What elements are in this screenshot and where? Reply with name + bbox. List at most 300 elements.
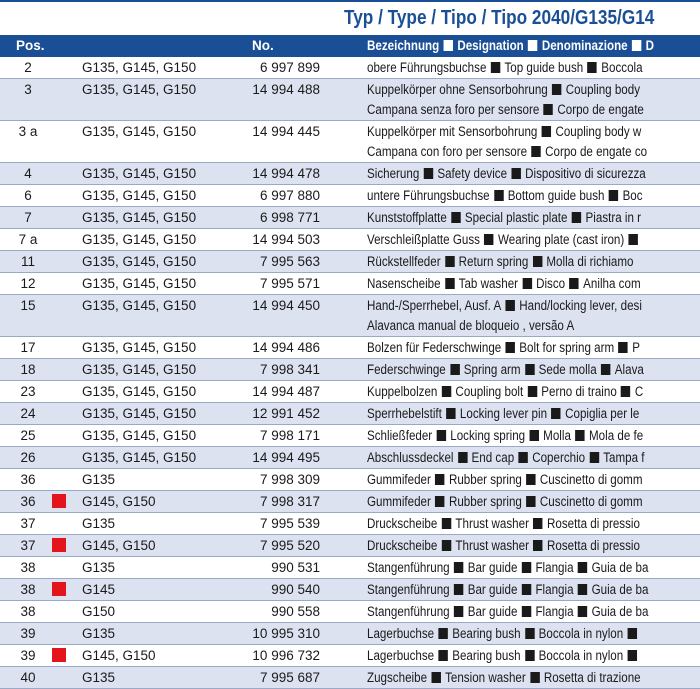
description-line [367,646,641,666]
description-term: Boccola [601,60,643,75]
pos-cell: 4 [24,166,32,181]
separator-square-icon [542,126,551,137]
separator-square-icon [438,628,447,639]
separator-square-icon [609,190,618,201]
models-cell: G135, G145, G150 [82,384,197,399]
header-pos: Pos. [16,38,45,53]
separator-square-icon [628,628,637,639]
description-line [367,580,648,600]
pos-cell: 7 a [18,232,38,247]
part-number-cell: 7 995 563 [259,254,320,269]
pos-cell: 2 [24,60,32,75]
separator-square-icon [572,212,581,223]
models-cell: G135, G145, G150 [82,276,197,291]
table-row [0,229,700,251]
description-term: Coupling bolt [455,384,524,399]
separator-square-icon [528,386,537,397]
header-no: No. [252,38,274,53]
description-cell [367,426,643,446]
table-row [0,645,700,667]
table-row [0,295,700,337]
description-term: Rosetta di pressio [547,538,640,553]
description-term: Locking lever pin [459,406,548,421]
red-flag-marker [52,538,66,552]
description-term: Stangenführung [367,582,450,597]
description-term: Tampa f [603,450,645,465]
models-cell: G135, G145, G150 [82,362,197,377]
description-cell [367,186,643,206]
description-term: Perno di traino [541,384,617,399]
separator-square-icon [431,672,440,683]
description-line [367,274,641,294]
part-number-cell: 6 997 899 [259,60,320,75]
description-line [367,448,645,468]
description-cell [367,338,640,358]
separator-square-icon [518,452,527,463]
table-row [0,469,700,491]
separator-square-icon [445,278,454,289]
pos-cell: 6 [24,188,32,203]
description-term: Tension washer [445,670,526,685]
separator-square-icon [621,386,630,397]
separator-square-icon [491,62,500,73]
parts-table [0,57,700,689]
description-term: Kuppelkörper mit Sensorbohrung [367,124,538,139]
separator-square-icon [618,342,627,353]
description-term: Coupling body w [555,124,642,139]
separator-square-icon [526,496,535,507]
description-cell [367,274,641,294]
part-number-cell: 7 998 317 [259,494,320,509]
part-number-cell: 6 997 880 [259,188,320,203]
part-number-cell: 14 994 445 [252,124,320,139]
pos-cell: 18 [20,362,36,377]
separator-square-icon [436,430,445,441]
description-term: Copiglia per le [565,406,640,421]
separator-square-icon [531,146,540,157]
separator-square-icon [525,650,534,661]
description-term: Hand-/Sperrhebel, Ausf. A [367,298,502,313]
separator-square-icon [522,606,531,617]
part-number-cell: 14 994 487 [252,384,320,399]
description-term: C [634,384,644,399]
table-row [0,425,700,447]
table-row [0,535,700,557]
table-row [0,601,700,623]
models-cell: G145, G150 [82,648,156,663]
models-cell: G135 [82,560,116,575]
description-cell [367,382,643,402]
description-line [367,668,641,688]
description-term: Disco [536,276,566,291]
pos-cell: 37 [20,538,36,553]
separator-square-icon [438,650,447,661]
separator-square-icon [528,40,537,51]
table-row [0,491,700,513]
description-term: End cap [471,450,515,465]
pos-cell: 38 [20,582,36,597]
description-term: Flangia [535,560,574,575]
pos-cell: 3 [24,82,32,97]
models-cell: G135, G145, G150 [82,166,197,181]
separator-square-icon [506,342,515,353]
description-term: Zugscheibe [367,670,428,685]
separator-square-icon [525,364,534,375]
description-term: Corpo de engate [557,102,644,117]
description-line [367,252,634,272]
separator-square-icon [506,300,515,311]
pos-cell: 23 [20,384,36,399]
description-term: Cuscinetto di gomm [539,494,643,509]
description-term: obere Führungsbuchse [367,60,487,75]
pos-cell: 39 [20,626,36,641]
separator-square-icon [526,474,535,485]
table-row [0,447,700,469]
part-number-cell: 14 994 495 [252,450,320,465]
table-row [0,79,700,121]
description-cell [367,58,643,78]
separator-square-icon [442,386,451,397]
description-line [367,208,641,228]
description-term: Bar guide [467,560,518,575]
description-line [367,316,642,336]
separator-square-icon [530,672,539,683]
table-row [0,557,700,579]
part-number-cell: 14 994 478 [252,166,320,181]
description-term: Stangenführung [367,604,450,619]
separator-square-icon [511,168,520,179]
description-term: Thrust washer [455,538,529,553]
separator-square-icon [569,278,578,289]
description-term: Druckscheibe [367,516,438,531]
table-row [0,273,700,295]
separator-square-icon [454,606,463,617]
description-term: Guia de ba [591,560,649,575]
separator-square-icon [451,212,460,223]
models-cell: G135, G145, G150 [82,210,197,225]
table-row [0,207,700,229]
description-line [367,58,643,78]
separator-square-icon [454,584,463,595]
description-cell [367,558,648,578]
separator-square-icon [632,40,641,51]
models-cell: G135 [82,516,116,531]
description-term: Campana con foro per sensore [367,144,528,159]
separator-square-icon [442,540,451,551]
separator-square-icon [454,562,463,573]
description-term: Sede molla [538,362,597,377]
description-term: Denominazione [541,38,628,53]
separator-square-icon [424,168,433,179]
description-term: Boc [622,188,643,203]
pos-cell: 38 [20,604,36,619]
description-line [367,624,641,644]
header-description [367,38,654,53]
description-term: Bolt for spring arm [519,340,615,355]
description-cell [367,492,643,512]
description-term: Kuppelkörper ohne Sensorbohrung [367,82,548,97]
description-term: Hand/locking lever, desi [519,298,642,313]
description-term: Anilha com [583,276,641,291]
separator-square-icon [552,84,561,95]
description-term: Cuscinetto di gomm [539,472,643,487]
description-line [367,80,644,100]
models-cell: G135 [82,626,116,641]
title-bar [0,0,700,35]
description-term: Thrust washer [455,516,529,531]
description-line [367,426,643,446]
separator-square-icon [522,562,531,573]
part-number-cell: 10 995 310 [252,626,320,641]
models-cell: G135, G145, G150 [82,82,197,97]
separator-square-icon [484,234,493,245]
description-term: Federschwinge [367,362,446,377]
description-term: Kuppelbolzen [367,384,438,399]
models-cell: G135, G145, G150 [82,450,197,465]
description-line [367,558,648,578]
description-term: Tab washer [458,276,519,291]
part-number-cell: 7 998 171 [259,428,320,443]
models-cell: G135 [82,472,116,487]
separator-square-icon [578,584,587,595]
part-number-cell: 14 994 503 [252,232,320,247]
pos-cell: 36 [20,472,36,487]
models-cell: G145, G150 [82,494,156,509]
description-term: Molla di richiamo [546,254,634,269]
description-term: Return spring [458,254,529,269]
description-cell [367,536,640,556]
models-cell: G135, G145, G150 [82,428,197,443]
part-number-cell: 7 995 539 [259,516,320,531]
part-number-cell: 990 558 [271,604,320,619]
red-flag-marker [52,648,66,662]
description-term: Corpo de engate co [545,144,648,159]
description-term: Druckscheibe [367,538,438,553]
description-line [367,338,640,358]
description-term: P [632,340,640,355]
description-term: Stangenführung [367,560,450,575]
part-number-cell: 14 994 486 [252,340,320,355]
description-term: Dispositivo di sicurezza [525,166,646,181]
table-row [0,623,700,645]
description-term: Molla [543,428,571,443]
description-term: Abschlussdeckel [367,450,454,465]
description-term: Coupling body [565,82,641,97]
description-line [367,122,647,142]
description-line [367,142,647,162]
description-term: Gummifeder [367,494,431,509]
description-term: Bar guide [467,604,518,619]
description-cell [367,252,634,272]
description-term: Kunststoffplatte [367,210,447,225]
description-term: Bar guide [467,582,518,597]
separator-square-icon [525,628,534,639]
description-term: Designation [457,38,524,53]
description-term: Verschleißplatte Guss [367,232,480,247]
description-term: Boccola in nylon [538,648,624,663]
description-term: Sperrhebelstift [367,406,442,421]
table-row [0,381,700,403]
description-line [367,404,639,424]
description-term: Bolzen für Federschwinge [367,340,502,355]
pos-cell: 25 [20,428,36,443]
description-cell [367,602,648,622]
separator-square-icon [446,408,455,419]
description-term: Bezeichnung [367,38,440,53]
separator-square-icon [435,474,444,485]
red-flag-marker [52,494,66,508]
pos-cell: 24 [20,406,36,421]
description-term: Alava [614,362,644,377]
description-cell [367,668,641,688]
page-title: Typ / Type / Tipo / Tipo 2040/G135/G14 [344,7,655,29]
description-line [367,602,648,622]
models-cell: G145, G150 [82,538,156,553]
table-row [0,251,700,273]
pos-cell: 3 a [18,124,38,139]
pos-cell: 36 [20,494,36,509]
description-term: Schließfeder [367,428,433,443]
models-cell: G135 [82,670,116,685]
separator-square-icon [450,364,459,375]
table-row [0,337,700,359]
part-number-cell: 12 991 452 [252,406,320,421]
description-term: Rückstellfeder [367,254,441,269]
description-line [367,536,640,556]
models-cell: G135, G145, G150 [82,124,197,139]
table-row [0,513,700,535]
separator-square-icon [629,234,638,245]
table-row [0,667,700,689]
separator-square-icon [458,452,467,463]
description-line [367,470,643,490]
description-term: Sicherung [367,166,420,181]
description-term: Bottom guide bush [507,188,605,203]
separator-square-icon [522,278,531,289]
models-cell: G135, G145, G150 [82,298,197,313]
description-line [367,230,642,250]
pos-cell: 39 [20,648,36,663]
table-header [0,35,700,57]
pos-cell: 12 [20,276,36,291]
separator-square-icon [533,540,542,551]
pos-cell: 40 [20,670,36,685]
description-term: Rubber spring [448,494,522,509]
separator-square-icon [588,62,597,73]
description-line [367,100,644,120]
description-term: Guia de ba [591,582,649,597]
description-line [367,360,644,380]
part-number-cell: 7 998 341 [259,362,320,377]
description-line [367,492,643,512]
separator-square-icon [628,650,637,661]
separator-square-icon [544,104,553,115]
description-term: Locking spring [450,428,526,443]
description-cell [367,230,642,250]
separator-square-icon [445,256,454,267]
separator-square-icon [551,408,560,419]
description-term: Wearing plate (cast iron) [497,232,625,247]
pos-cell: 17 [20,340,36,355]
description-cell [367,646,641,666]
description-term: Rosetta di pressio [547,516,640,531]
table-row [0,403,700,425]
description-term: Flangia [535,582,574,597]
description-cell [367,296,642,336]
description-line [367,164,646,184]
description-term: D [645,38,655,53]
pos-cell: 7 [24,210,32,225]
separator-square-icon [601,364,610,375]
description-term: Special plastic plate [464,210,568,225]
separator-square-icon [444,40,453,51]
part-number-cell: 6 998 771 [259,210,320,225]
description-line [367,186,643,206]
description-cell [367,470,643,490]
description-line [367,296,642,316]
models-cell: G135, G145, G150 [82,232,197,247]
separator-square-icon [442,518,451,529]
models-cell: G135, G145, G150 [82,188,197,203]
models-cell: G135, G145, G150 [82,340,197,355]
description-cell [367,360,644,380]
separator-square-icon [575,430,584,441]
description-term: Lagerbuchse [367,648,435,663]
description-cell [367,448,645,468]
red-flag-marker [52,582,66,596]
part-number-cell: 14 994 488 [252,82,320,97]
models-cell: G150 [82,604,116,619]
models-cell: G135, G145, G150 [82,406,197,421]
separator-square-icon [529,430,538,441]
separator-square-icon [578,562,587,573]
separator-square-icon [494,190,503,201]
part-number-cell: 7 995 571 [259,276,320,291]
part-number-cell: 14 994 450 [252,298,320,313]
description-line [367,382,643,402]
description-term: Safety device [437,166,508,181]
description-term: Rosetta di trazione [543,670,641,685]
pos-cell: 11 [20,254,35,269]
description-cell [367,624,641,644]
table-row [0,57,700,79]
description-term: Mola de fe [588,428,644,443]
description-term: Spring arm [463,362,521,377]
description-term: Piastra in r [585,210,642,225]
separator-square-icon [522,584,531,595]
description-term: Boccola in nylon [538,626,624,641]
separator-square-icon [533,256,542,267]
description-cell [367,208,641,228]
separator-square-icon [589,452,598,463]
models-cell: G145 [82,582,116,597]
pos-cell: 26 [20,450,36,465]
models-cell: G135, G145, G150 [82,60,197,75]
description-term: Lagerbuchse [367,626,435,641]
pos-cell: 15 [20,298,36,313]
description-term: Top guide bush [504,60,584,75]
description-cell [367,164,646,184]
description-cell [367,80,644,120]
separator-square-icon [533,518,542,529]
table-row [0,359,700,381]
description-term: Guia de ba [591,604,649,619]
part-number-cell: 7 995 687 [259,670,320,685]
description-term: Bearing bush [452,626,521,641]
part-number-cell: 7 998 309 [259,472,320,487]
description-term: Rubber spring [448,472,522,487]
table-row [0,121,700,163]
